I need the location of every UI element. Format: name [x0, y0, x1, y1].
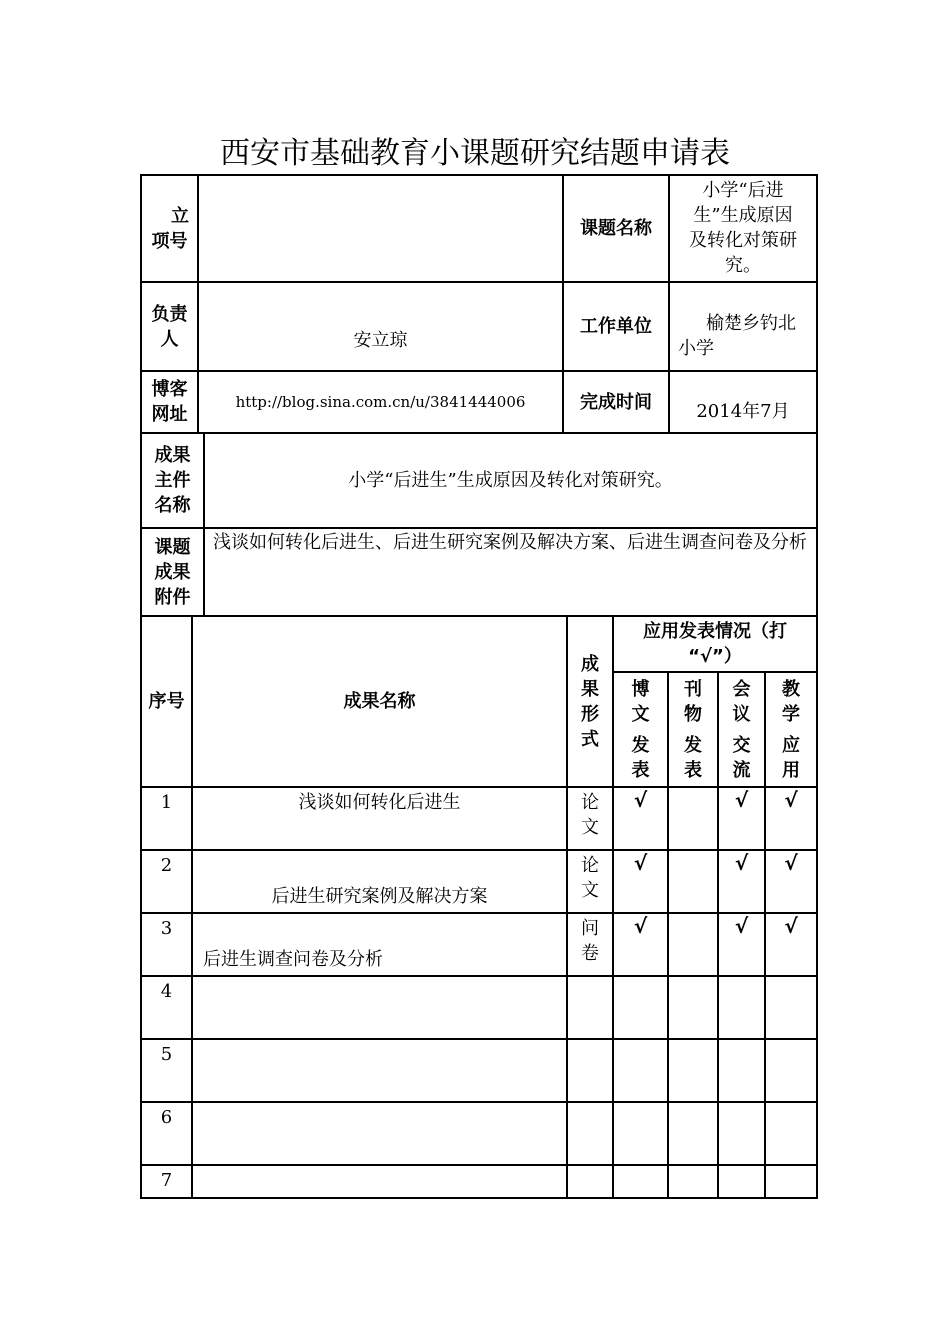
blog-url-field[interactable]: http://blog.sina.com.cn/u/3841444006 — [198, 371, 563, 433]
row-journal-check[interactable] — [668, 976, 718, 1039]
col-name-header: 成果名称 — [192, 616, 567, 787]
attachment-label: 课题 成果 附件 — [141, 528, 204, 616]
row-teach-check[interactable]: √ — [765, 787, 817, 850]
row-journal-check[interactable] — [668, 850, 718, 913]
row-blog-check[interactable] — [613, 976, 668, 1039]
topic-label: 课题名称 — [563, 175, 669, 282]
row-meeting-check[interactable] — [718, 1039, 765, 1102]
row-teach-check[interactable]: √ — [765, 850, 817, 913]
sub-header-meeting: 会 议 交 流 — [718, 672, 765, 787]
row-journal-check[interactable] — [668, 1039, 718, 1102]
leader-label: 负责 人 — [141, 282, 198, 371]
leader-field[interactable]: 安立琼 — [198, 282, 563, 371]
col-form-header: 成 果 形 式 — [567, 616, 613, 787]
sub-header-journal: 刊 物 发 表 — [668, 672, 718, 787]
sub-header-blog: 博 文 发 表 — [613, 672, 668, 787]
row-form[interactable]: 论 文 — [567, 787, 613, 850]
info-table — [140, 174, 818, 434]
row-journal-check[interactable] — [668, 787, 718, 850]
row-form[interactable] — [567, 976, 613, 1039]
row-blog-check[interactable]: √ — [613, 850, 668, 913]
blog-label: 博客 网址 — [141, 371, 198, 433]
row-form[interactable] — [567, 1165, 613, 1198]
col-no-header: 序号 — [141, 616, 192, 787]
result-table — [140, 432, 818, 617]
row-meeting-check[interactable] — [718, 976, 765, 1039]
row-teach-check[interactable] — [765, 1039, 817, 1102]
project-no-label: 立 项号 — [141, 175, 198, 282]
row-no: 5 — [141, 1039, 192, 1102]
attachment-field[interactable]: 浅谈如何转化后进生、后进生研究案例及解决方案、后进生调查问卷及分析 — [204, 528, 817, 616]
row-meeting-check[interactable]: √ — [718, 787, 765, 850]
col-apply-header: 应用发表情况（打 “√”） — [613, 616, 817, 672]
unit-label: 工作单位 — [563, 282, 669, 371]
row-teach-check[interactable] — [765, 1165, 817, 1198]
row-form[interactable]: 论 文 — [567, 850, 613, 913]
row-journal-check[interactable] — [668, 1165, 718, 1198]
row-journal-check[interactable] — [668, 1102, 718, 1165]
row-blog-check[interactable] — [613, 1039, 668, 1102]
row-form[interactable] — [567, 1102, 613, 1165]
row-name[interactable]: 后进生研究案例及解决方案 — [192, 850, 567, 913]
row-no: 4 — [141, 976, 192, 1039]
row-meeting-check[interactable]: √ — [718, 913, 765, 976]
finish-field[interactable]: 2014年7月 — [669, 371, 817, 433]
table-row — [141, 1039, 817, 1102]
finish-label: 完成时间 — [563, 371, 669, 433]
row-no: 6 — [141, 1102, 192, 1165]
unit-field[interactable]: 榆楚乡钓北 小学 — [669, 282, 817, 371]
table-row — [141, 1165, 817, 1198]
row-meeting-check[interactable] — [718, 1102, 765, 1165]
row-name[interactable]: 浅谈如何转化后进生 — [192, 787, 567, 850]
achievement-table — [140, 615, 818, 1199]
row-no: 7 — [141, 1165, 192, 1198]
row-blog-check[interactable] — [613, 1165, 668, 1198]
row-name[interactable]: 后进生调查问卷及分析 — [192, 913, 567, 976]
sub-header-teach: 教 学 应 用 — [765, 672, 817, 787]
project-no-field[interactable] — [198, 175, 563, 282]
table-row — [141, 850, 817, 913]
row-name[interactable] — [192, 1102, 567, 1165]
table-row — [141, 787, 817, 850]
row-meeting-check[interactable] — [718, 1165, 765, 1198]
table-row — [141, 1102, 817, 1165]
row-teach-check[interactable]: √ — [765, 913, 817, 976]
main-result-label: 成果 主件 名称 — [141, 433, 204, 528]
row-meeting-check[interactable]: √ — [718, 850, 765, 913]
page-title: 西安市基础教育小课题研究结题申请表 — [220, 136, 730, 171]
main-result-field[interactable]: 小学“后进生”生成原因及转化对策研究。 — [204, 433, 817, 528]
row-blog-check[interactable] — [613, 1102, 668, 1165]
row-blog-check[interactable]: √ — [613, 913, 668, 976]
row-name[interactable] — [192, 976, 567, 1039]
row-name[interactable] — [192, 1165, 567, 1198]
topic-field[interactable]: 小学“后进 生”生成原因 及转化对策研 究。 — [669, 175, 817, 282]
row-blog-check[interactable]: √ — [613, 787, 668, 850]
row-form[interactable]: 问 卷 — [567, 913, 613, 976]
row-journal-check[interactable] — [668, 913, 718, 976]
row-no: 3 — [141, 913, 192, 976]
row-no: 2 — [141, 850, 192, 913]
row-teach-check[interactable] — [765, 1102, 817, 1165]
row-no: 1 — [141, 787, 192, 850]
row-name[interactable] — [192, 1039, 567, 1102]
table-row — [141, 976, 817, 1039]
row-form[interactable] — [567, 1039, 613, 1102]
row-teach-check[interactable] — [765, 976, 817, 1039]
table-row — [141, 913, 817, 976]
